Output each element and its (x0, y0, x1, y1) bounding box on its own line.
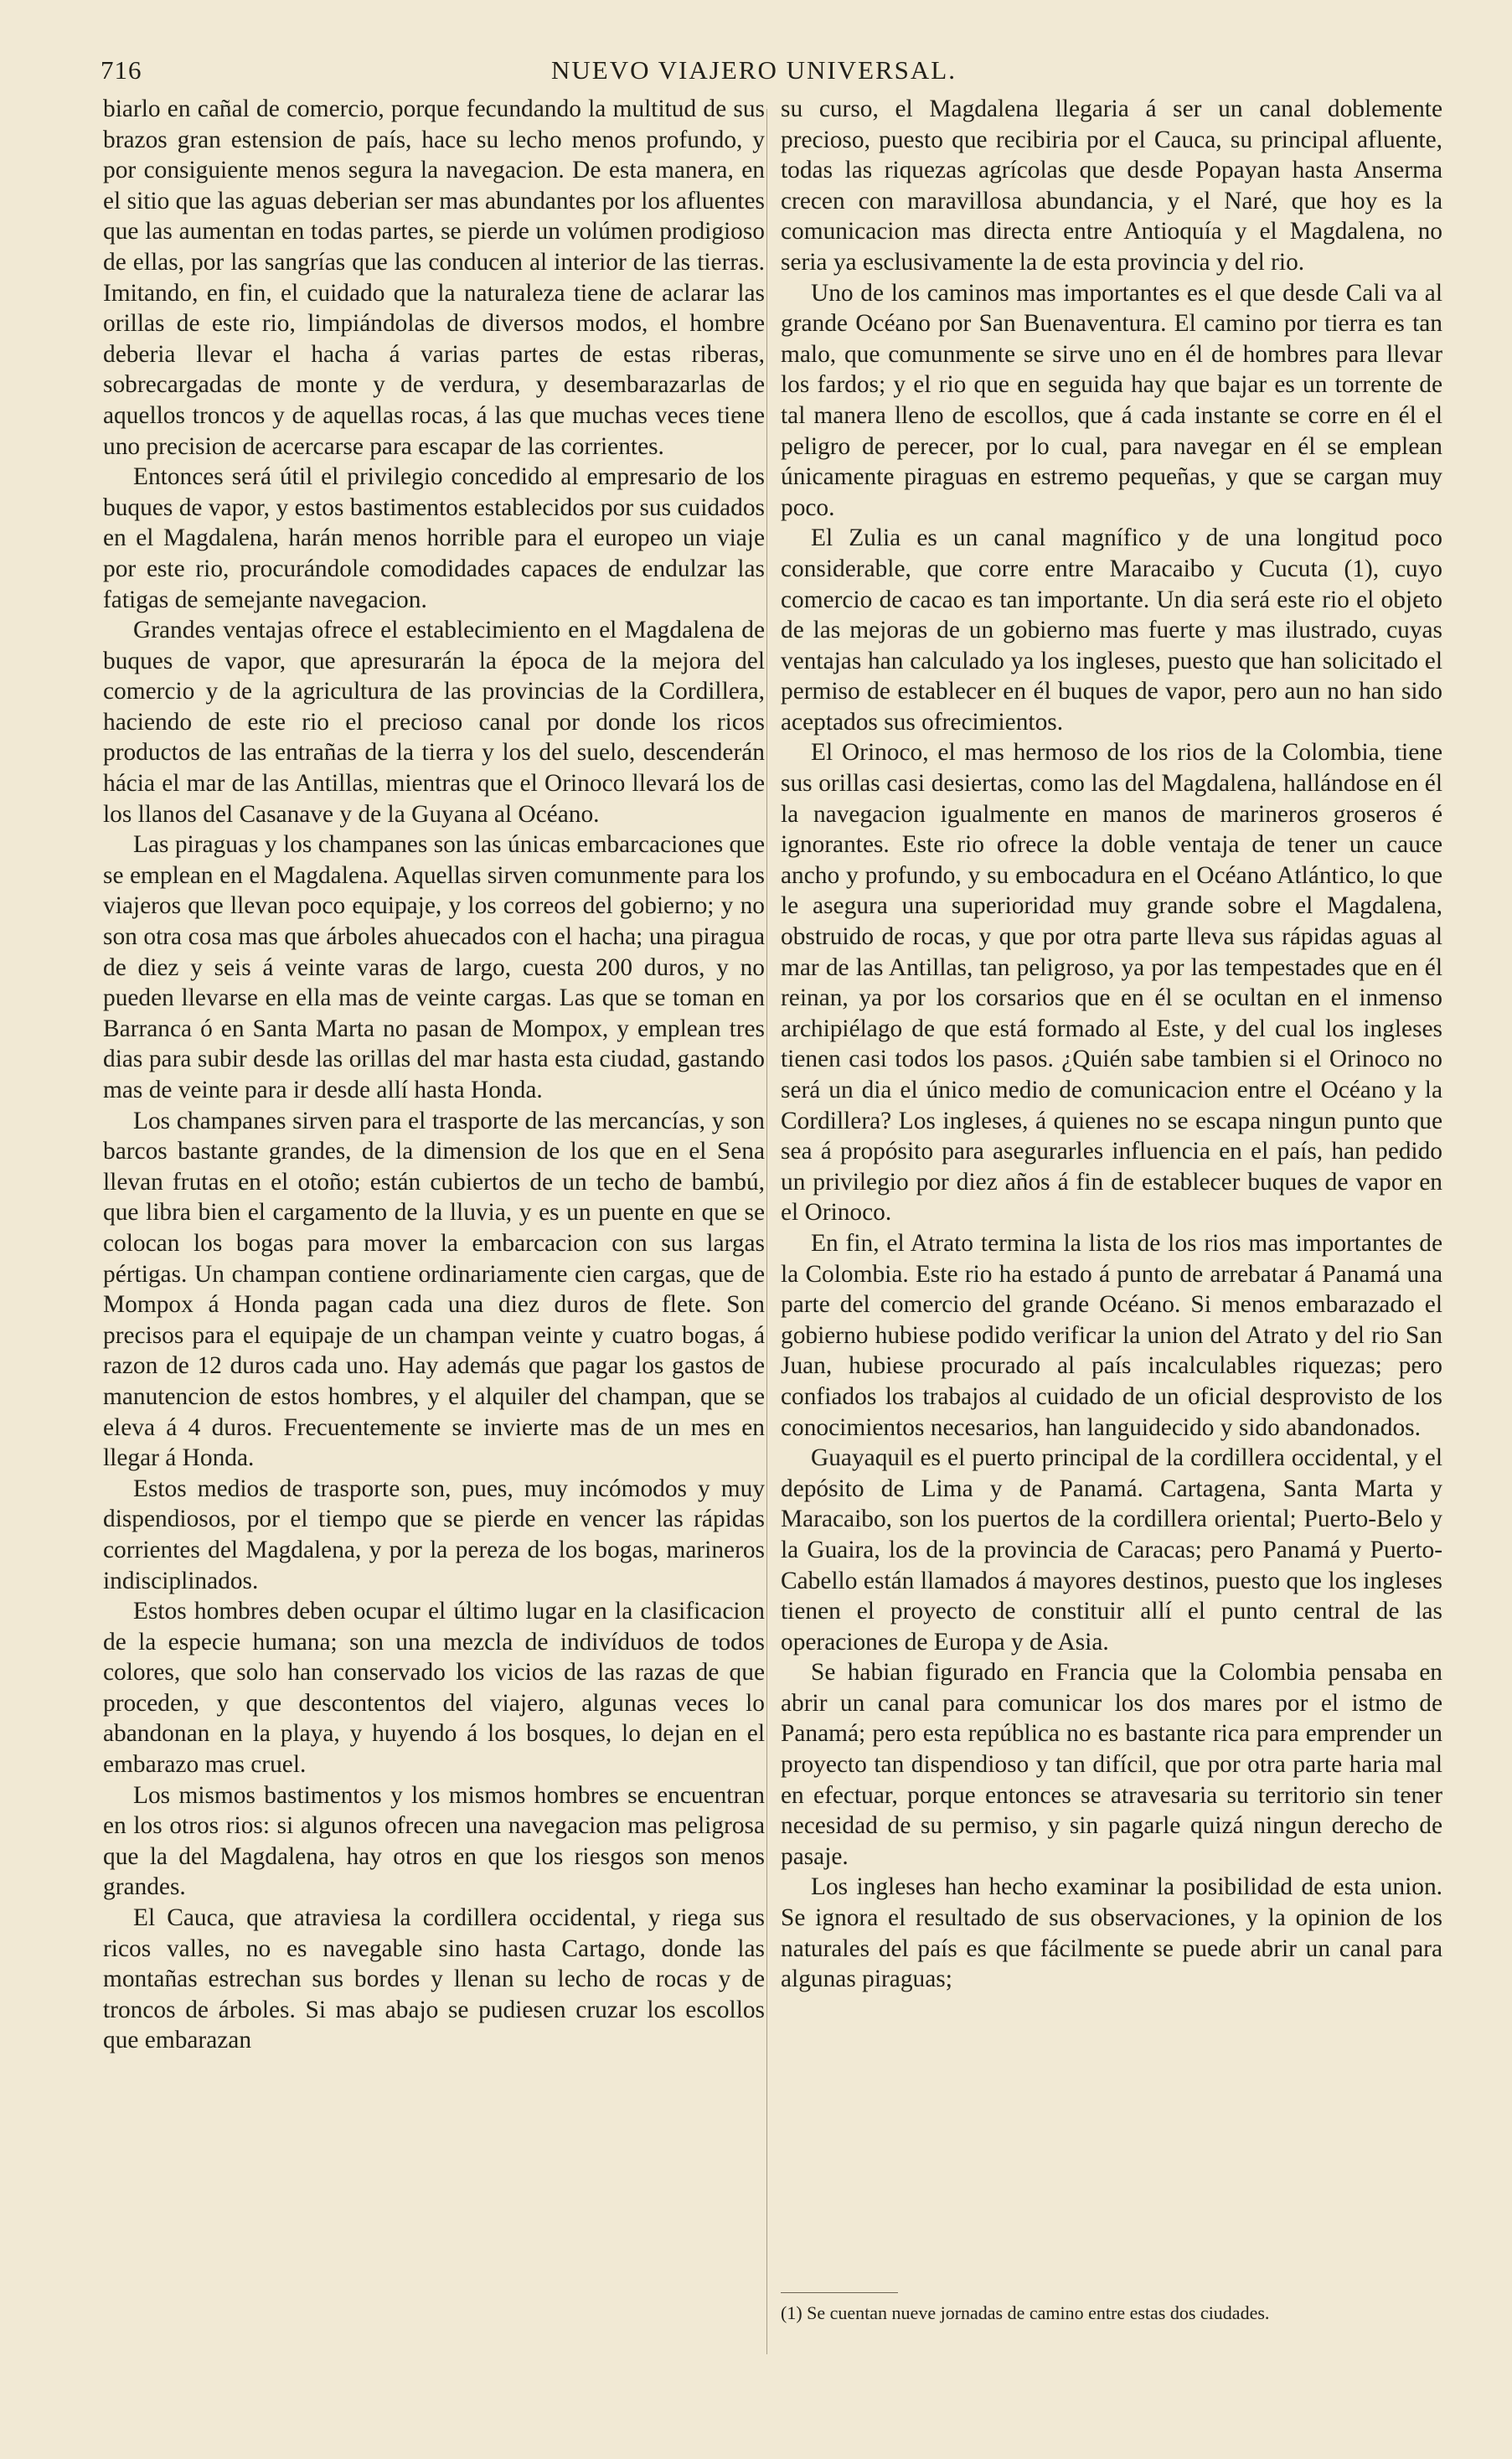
paragraph: Se habian figurado en Francia que la Colombia pensaba en abrir un canal para comunicar los dos mares por el istmo de Panamá; pero esta república no es bastante rica para emprender un proyecto tan dispendioso y tan difícil, que por otra parte haria mal en efectuar, porque entonces se atravesaria su territorio sin tener necesidad de su permiso, y sin pagarle quizá ningun derecho de pasaje. (781, 1659, 1442, 1870)
paragraph: Los mismos bastimentos y los mismos hombres se encuentran en los otros rios: si algunos ofrecen una navegacion mas peligrosa que la del Magdalena, hay otros en que los riesgos son menos grandes. (103, 1781, 765, 1901)
paragraph: El Cauca, que atraviesa la cordillera occidental, y riega sus ricos valles, no es navegable sino hasta Cartago, donde las montañas estrechan sus bordes y llenan su lecho de rocas y de troncos de árboles. Si mas abajo se pudiesen cruzar los escollos que embarazan (103, 1904, 765, 2054)
running-title: NUEVO VIAJERO UNIVERSAL. (551, 55, 957, 85)
paragraph: Estos hombres deben ocupar el último lugar en la clasificacion de la especie humana; son una mezcla de indivíduos de todos colores, que solo han conservado los vicios de las razas de que proceden, y que descontentos del viajero, algunas veces lo abandonan en la playa, y huyendo á los bosques, lo dejan en el embarazo mas cruel. (103, 1598, 765, 1779)
paragraph: El Zulia es un canal magnífico y de una longitud poco considerable, que corre entre Maracaibo y Cucuta (1), cuyo comercio de cacao es tan importante. Un dia será este rio el objeto de las mejoras de un gobierno mas fuerte y mas ilustrado, cuyas ventajas han calculado ya los ingleses, puesto que han solicitado el permiso de establecer en él buques de vapor, pero aun no han sido aceptados sus ofrecimientos. (781, 524, 1442, 736)
paragraph: Entonces será útil el privilegio concedido al empresario de los buques de vapor, y estos bastimentos establecidos por sus cuidados en el Magdalena, harán menos horrible para el europeo un viaje por este rio, procurándole comodidades capaces de endulzar las fatigas de semejante navegacion. (103, 463, 765, 613)
paragraph: Los champanes sirven para el trasporte de las mercancías, y son barcos bastante grandes, de la dimension de los que en el Sena llevan frutas en el otoño; están cubiertos de un techo de bambú, que libra bien el cargamento de la lluvia, y es un puente en que se colocan los bogas para mover la embarcacion con sus largas pértigas. Un champan contiene ordinariamente cien cargas, que de Mompox á Honda pagan cada una diez duros de flete. Son precisos para el equipaje de un champan veinte y cuatro bogas, á razon de 12 duros cada uno. Hay además que pagar los gastos de manutencion de estos hombres, y el alquiler del champan, que se eleva á 4 duros. Frecuentemente se invierte mas de un mes en llegar á Honda. (103, 1107, 765, 1472)
paragraph: Guayaquil es el puerto principal de la cordillera occidental, y el depósito de Lima y de Panamá. Cartagena, Santa Marta y Maracaibo, son los puertos de la cordillera oriental; Puerto-Belo y la Guaira, los de la provincia de Caracas; pero Panamá y Puerto-Cabello están llamados á mayores destinos, puesto que los ingleses tienen el proyecto de constituir allí el punto central de las operaciones de Europa y de Asia. (781, 1444, 1442, 1656)
right-column (781, 94, 1442, 1995)
paragraph: Las piraguas y los champanes son las únicas embarcaciones que se emplean en el Magdalena. Aquellas sirven comunmente para los viajeros que llevan poco equipaje, y los correos del gobierno; y no son otra cosa mas que árboles ahuecados con el hacha; una piragua de diez y seis á veinte varas de largo, cuesta 200 duros, y no pueden llevarse en ella mas de veinte cargas. Las que se toman en Barranca ó en Santa Marta no pasan de Mompox, y emplean tres dias para subir desde las orillas del mar hasta esta ciudad, gastando mas de veinte para ir desde allí hasta Honda. (103, 831, 765, 1103)
paragraph: En fin, el Atrato termina la lista de los rios mas importantes de la Colombia. Este rio ha estado á punto de arrebatar á Panamá una parte del comercio del grande Océano. Si menos embarazado el gobierno hubiese podido verificar la union del Atrato y del rio San Juan, hubiese procurado al país incalculables riquezas; pero confiados los trabajos al cuidado de un oficial desprovisto de los conocimientos necesarios, han languidecido y sido abandonados. (781, 1229, 1442, 1441)
footnote-rule (781, 2292, 898, 2293)
left-column (103, 94, 765, 2056)
footnote: (1) Se cuentan nueve jornadas de camino entre estas dos ciudades. (781, 2302, 1270, 2323)
paragraph: Grandes ventajas ofrece el establecimiento en el Magdalena de buques de vapor, que apresurarán la época de la mejora del comercio y de la agricultura de las provincias de la Cordillera, haciendo de este rio el precioso canal por donde los ricos productos de las entrañas de la tierra y los del suelo, descenderán hácia el mar de las Antillas, mientras que el Orinoco llevará los de los llanos del Casanave y de la Guyana al Océano. (103, 617, 765, 828)
paragraph: El Orinoco, el mas hermoso de los rios de la Colombia, tiene sus orillas casi desiertas, como las del Magdalena, hallándose en él la navegacion igualmente en manos de marineros groseros é ignorantes. Este rio ofrece la doble ventaja de tener un cauce ancho y profundo, y su embocadura en el Océano Atlántico, lo que le asegura una superioridad muy grande sobre el Magdalena, obstruido de rocas, y que por otra parte lleva sus rápidas aguas al mar de las Antillas, tan peligroso, ya por las tempestades que en él reinan, ya por los corsarios que en él se ocultan en el inmenso archipiélago de que está formado al Este, y del cual los ingleses tienen casi todos los pasos. ¿Quién sabe tambien si el Orinoco no será un dia el único medio de comunicacion entre el Océano y la Cordillera? Los ingleses, á quienes no se escapa ningun punto que sea á propósito para asegurarles influencia en el país, han pedido un privilegio por diez años á fin de establecer buques de vapor en el Orinoco. (781, 739, 1442, 1227)
running-header (101, 50, 1407, 90)
paragraph: Uno de los caminos mas importantes es el que desde Cali va al grande Océano por San Buenaventura. El camino por tierra es tan malo, que comunmente se sirve uno en él de hombres para llevar los fardos; y el rio que en seguida hay que bajar es un torrente de tal manera lleno de escollos, que á cada instante se corre en él el peligro de perecer, por lo cual, para navegar en él se emplean únicamente piraguas en estremo pequeñas, y que se cargan muy poco. (781, 279, 1442, 521)
page-number: 716 (101, 55, 142, 85)
paragraph: Los ingleses han hecho examinar la posibilidad de esta union. Se ignora el resultado de sus observaciones, y la opinion de los naturales del país es que fácilmente se puede abrir un canal para algunas piraguas; (781, 1873, 1442, 1993)
paragraph: su curso, el Magdalena llegaria á ser un canal doblemente precioso, puesto que recibiria por el Cauca, su principal afluente, todas las riquezas agrícolas que desde Popayan hasta Anserma crecen con maravillosa abundancia, y el Naré, que hoy es la comunicacion mas directa entre Antioquía y el Magdalena, no seria ya esclusivamente la de esta provincia y del rio. (781, 96, 1442, 276)
paragraph: biarlo en cañal de comercio, porque fecundando la multitud de sus brazos gran estension de país, hace su lecho menos profundo, y por consiguiente menos segura la navegacion. De esta manera, en el sitio que las aguas deberian ser mas abundantes por los afluentes que las aumentan en todas partes, se pierde un volúmen prodigioso de ellas, por las sangrías que las conducen al interior de las tierras. Imitando, en fin, el cuidado que la naturaleza tiene de aclarar las orillas de este rio, limpiándolas de diversos modos, el hombre deberia llevar el hacha á varias partes de estas riberas, sobrecargadas de monte y de verdura, y desembarazarlas de aquellos troncos y de aquellas rocas, á las que muchas veces tiene uno precision de acercarse para escapar de las corrientes. (103, 96, 765, 460)
column-divider (766, 109, 767, 2354)
paragraph: Estos medios de trasporte son, pues, muy incómodos y muy dispendiosos, por el tiempo que se pierde en vencer las rápidas corrientes del Magdalena, y por la pereza de los bogas, marineros indisciplinados. (103, 1475, 765, 1594)
